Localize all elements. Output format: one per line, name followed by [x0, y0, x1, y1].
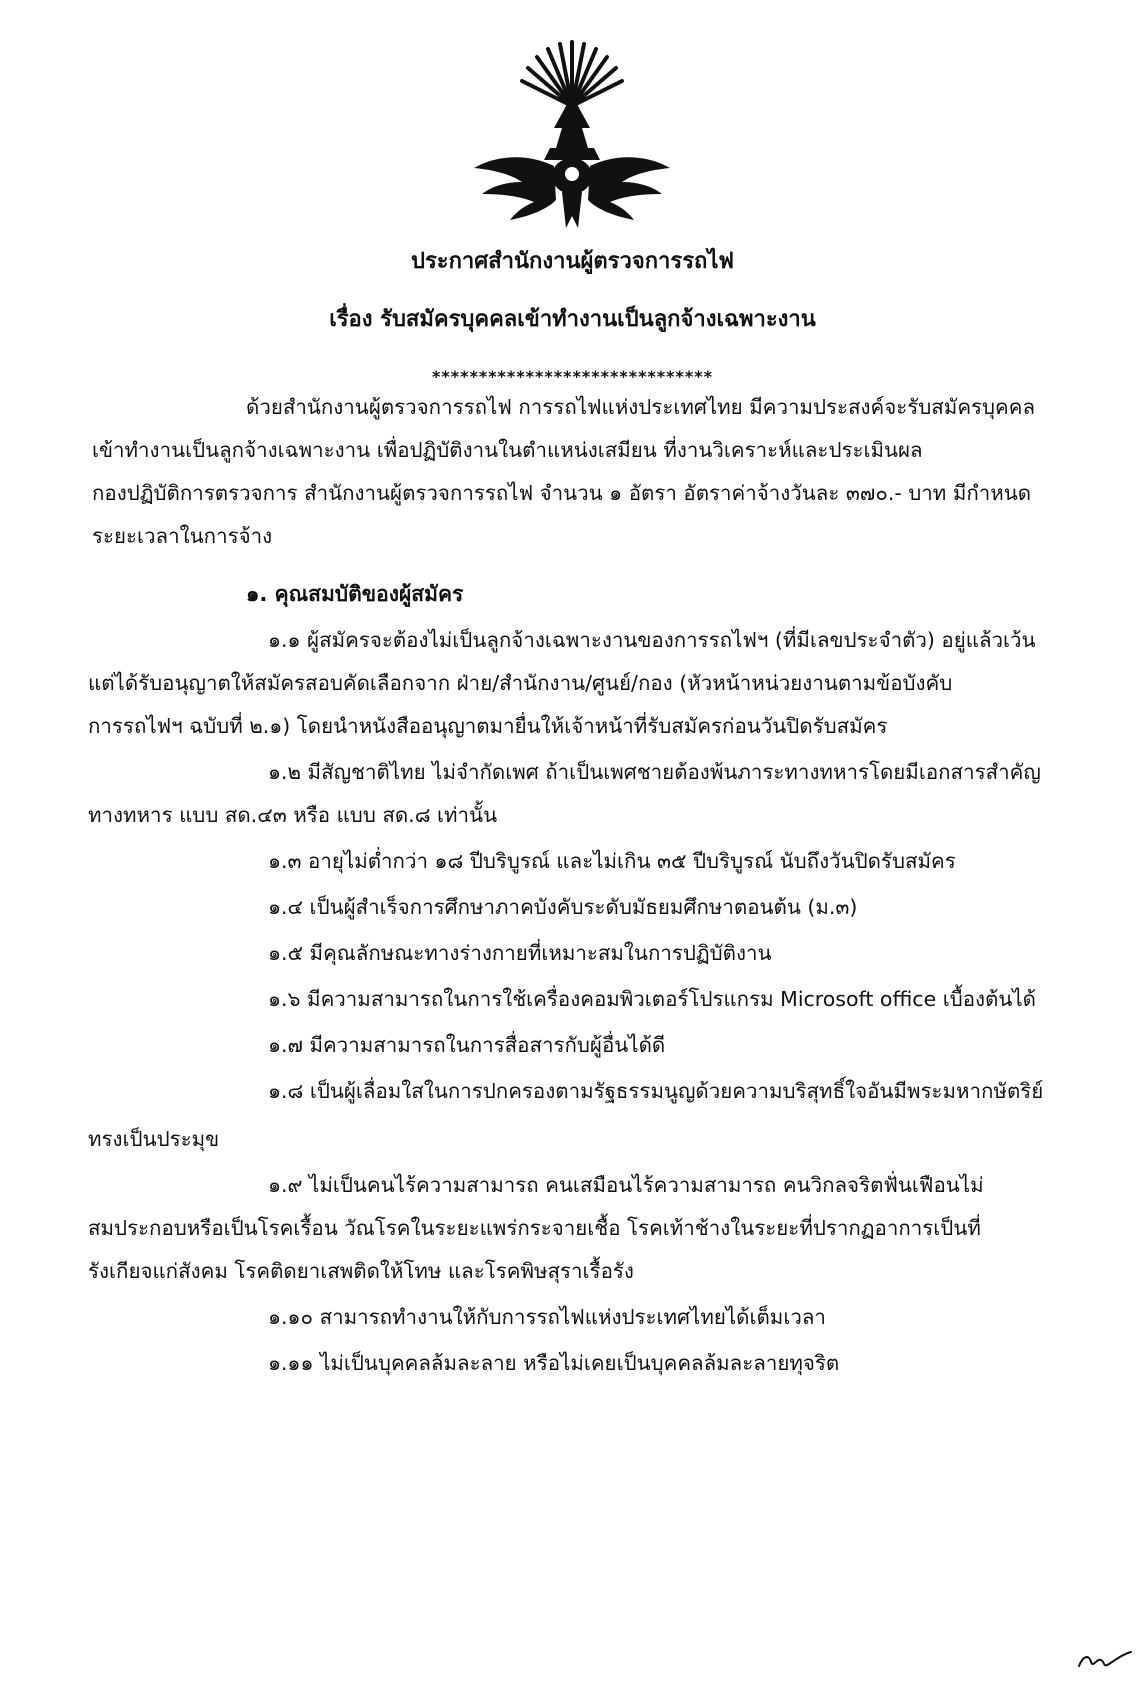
intro-line-4: ระยะเวลาในการจ้าง	[92, 524, 273, 548]
item-1-2-line-2: ทางทหาร แบบ สด.๔๓ หรือ แบบ สด.๘ เท่านั้น	[88, 803, 498, 827]
signature-mark-icon	[1075, 1644, 1135, 1674]
item-1-1-line-1: ๑.๑ ผู้สมัครจะต้องไม่เป็นลูกจ้างเฉพาะงานของการรถไฟฯ (ที่มีเลขประจำตัว) อยู่แล้วเว้น	[268, 628, 1036, 652]
item-1-5: ๑.๕ มีคุณลักษณะทางร่างกายที่เหมาะสมในการปฏิบัติงาน	[268, 941, 772, 965]
intro-line-1: ด้วยสำนักงานผู้ตรวจการรถไฟ การรถไฟแห่งประเทศไทย มีความประสงค์จะรับสมัครบุคคล	[246, 395, 1036, 419]
item-1-3: ๑.๓ อายุไม่ต่ำกว่า ๑๘ ปีบริบูรณ์ และไม่เกิน ๓๕ ปีบริบูรณ์ นับถึงวันปิดรับสมัคร	[268, 849, 956, 873]
item-1-2-line-1: ๑.๒ มีสัญชาติไทย ไม่จำกัดเพศ ถ้าเป็นเพศชายต้องพ้นภาระทางทหารโดยมีเอกสารสำคัญ	[268, 760, 1041, 784]
item-1-7: ๑.๗ มีความสามารถในการสื่อสารกับผู้อื่นได้ดี	[268, 1033, 666, 1057]
item-1-8-line-1: ๑.๘ เป็นผู้เลื่อมใสในการปกครองตามรัฐธรรมนูญด้วยความบริสุทธิ์ใจอันมีพระมหากษัตริย์	[268, 1079, 1044, 1103]
srt-garuda-emblem-icon	[470, 36, 675, 231]
document-title: ประกาศสำนักงานผู้ตรวจการรถไฟ	[410, 249, 735, 274]
item-1-1-line-2: แต่ได้รับอนุญาตให้สมัครสอบคัดเลือกจาก ฝ่าย/สำนักงาน/ศูนย์/กอง (หัวหน้าหน่วยงานตามข้อบังคับ	[88, 671, 953, 695]
item-1-9-line-1: ๑.๙ ไม่เป็นคนไร้ความสามารถ คนเสมือนไร้ความสามารถ คนวิกลจริตฟั่นเฟือนไม่	[268, 1173, 984, 1197]
title-separator: ******************************	[431, 367, 713, 386]
document-subject: เรื่อง รับสมัครบุคคลเข้าทำงานเป็นลูกจ้างเฉพาะงาน	[329, 307, 816, 332]
item-1-9-line-3: รังเกียจแก่สังคม โรคติดยาเสพติดให้โทษ และโรคพิษสุราเรื้อรัง	[88, 1259, 634, 1283]
item-1-10: ๑.๑๐ สามารถทำงานให้กับการรถไฟแห่งประเทศไทยได้เต็มเวลา	[268, 1305, 826, 1329]
item-1-9-line-2: สมประกอบหรือเป็นโรคเรื้อน วัณโรคในระยะแพร่กระจายเชื้อ โรคเท้าช้างในระยะที่ปรากฏอาการเป็นที่	[88, 1216, 981, 1240]
item-1-11: ๑.๑๑ ไม่เป็นบุคคลล้มละลาย หรือไม่เคยเป็นบุคคลล้มละลายทุจริต	[268, 1351, 840, 1375]
item-1-4: ๑.๔ เป็นผู้สำเร็จการศึกษาภาคบังคับระดับมัธยมศึกษาตอนต้น (ม.๓)	[268, 895, 858, 919]
intro-line-2: เข้าทำงานเป็นลูกจ้างเฉพาะงาน เพื่อปฏิบัติงานในตำแหน่งเสมียน ที่งานวิเคราะห์และประเมินผล	[92, 438, 923, 462]
section-heading: ๑. คุณสมบัติของผู้สมัคร	[246, 582, 464, 606]
item-1-8-line-2: ทรงเป็นประมุข	[88, 1127, 220, 1151]
item-1-1-line-3: การรถไฟฯ ฉบับที่ ๒.๑) โดยนำหนังสืออนุญาตมายื่นให้เจ้าหน้าที่รับสมัครก่อนวันปิดรับสมัคร	[88, 714, 888, 738]
item-1-6: ๑.๖ มีความสามารถในการใช้เครื่องคอมพิวเตอร์โปรแกรม Microsoft office เบื้องต้นได้	[268, 987, 1036, 1011]
intro-line-3: กองปฏิบัติการตรวจการ สำนักงานผู้ตรวจการรถไฟ จำนวน ๑ อัตรา อัตราค่าจ้างวันละ ๓๗๐.- บาท มีกำหนด	[92, 481, 1032, 505]
